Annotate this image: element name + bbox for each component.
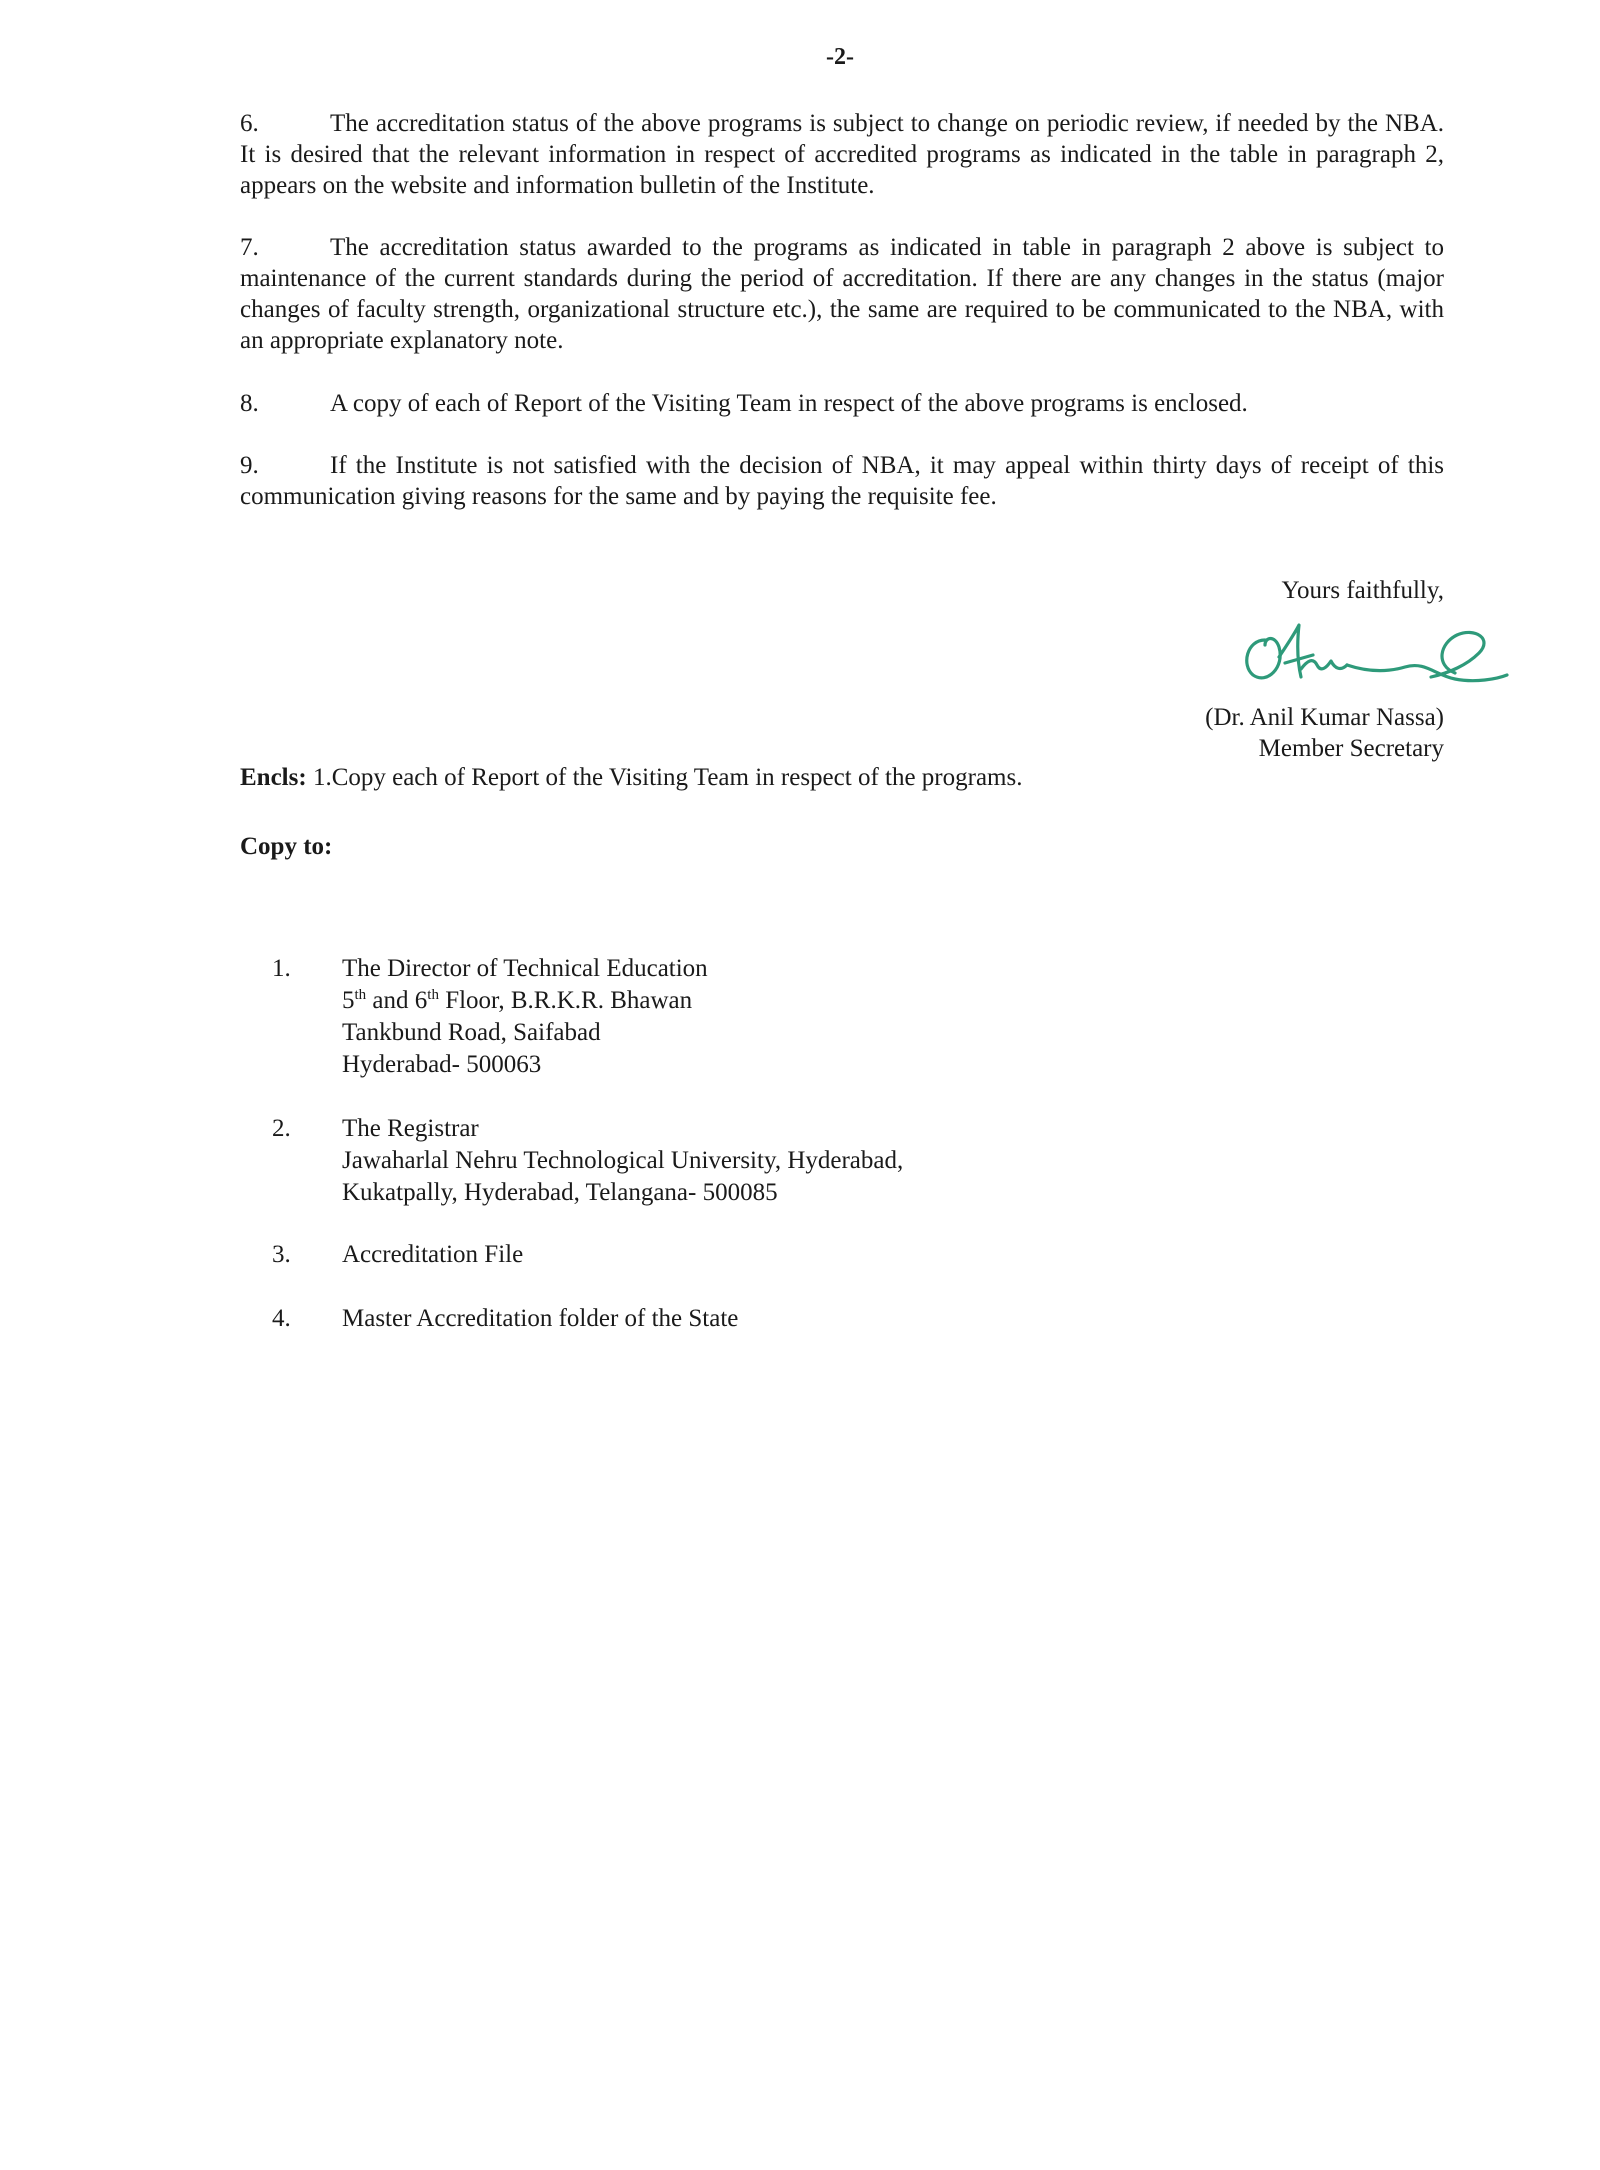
signatory-name: (Dr. Anil Kumar Nassa) [1205,704,1444,731]
paragraph-text: The accreditation status of the above programs is subject to change on periodic review, if needed by the NBA. It is desired that the relevant information in respect of accredited programs as indicated in the table in paragraph 2, appears on the website and information bulletin of the Institute. [240,110,1444,199]
paragraph-6 [240,108,1444,201]
copy-item-line: Hyderabad- 500063 [342,1051,542,1078]
copy-to-item-4 [272,1303,738,1335]
signatory-block [1205,702,1444,764]
copy-item-line: Jawaharlal Nehru Technological University, Hyderabad, [342,1147,904,1174]
paragraph-7 [240,232,1444,356]
paragraph-text: If the Institute is not satisfied with the decision of NBA, it may appeal within thirty days of receipt of this communication giving reasons for the same and by paying the requisite fee. [240,452,1444,510]
paragraph-text: A copy of each of Report of the Visiting Team in respect of the above programs is enclosed. [330,390,1248,417]
copy-to-item-2 [272,1113,903,1209]
paragraph-9 [240,450,1444,512]
signatory-designation: Member Secretary [1258,735,1444,762]
copy-item-number: 4. [272,1305,291,1332]
paragraph-number: 9. [240,452,259,479]
paragraph-number: 8. [240,390,259,417]
copy-item-line: Kukatpally, Hyderabad, Telangana- 500085 [342,1179,778,1206]
copy-to-heading: Copy to: [240,833,333,860]
paragraph-8 [240,388,1444,419]
paragraph-number: 6. [240,110,259,137]
copy-item-number: 3. [272,1241,291,1268]
paragraph-text: The accreditation status awarded to the programs as indicated in table in paragraph 2 above is subject to maintenance of the current standards during the period of accreditation. If there are any changes in the status (major changes of faculty strength, organizational structure etc.), the same are required to be communicated to the NBA, with an appropriate explanatory note. [240,234,1444,354]
enclosures-text: 1.Copy each of Report of the Visiting Team in respect of the programs. [306,764,1023,791]
copy-item-number: 2. [272,1115,291,1142]
enclosures-label: Encls: [240,764,307,791]
copy-to-item-3 [272,1239,523,1271]
page-number: -2- [826,44,854,70]
enclosures [240,762,1022,793]
closing-salutation: Yours faithfully, [1281,577,1444,604]
handwritten-signature [1235,605,1510,700]
copy-item-line: The Director of Technical Education [342,955,708,982]
copy-item-line: Accreditation File [342,1241,524,1268]
copy-item-line: Master Accreditation folder of the State [342,1305,739,1332]
copy-item-line: The Registrar [342,1115,479,1142]
copy-item-address-floor: 5th and 6th Floor, B.R.K.R. Bhawan [342,987,693,1014]
copy-item-number: 1. [272,955,291,982]
copy-to-item-1 [272,953,708,1081]
paragraph-number: 7. [240,234,259,261]
copy-item-line: Tankbund Road, Saifabad [342,1019,601,1046]
